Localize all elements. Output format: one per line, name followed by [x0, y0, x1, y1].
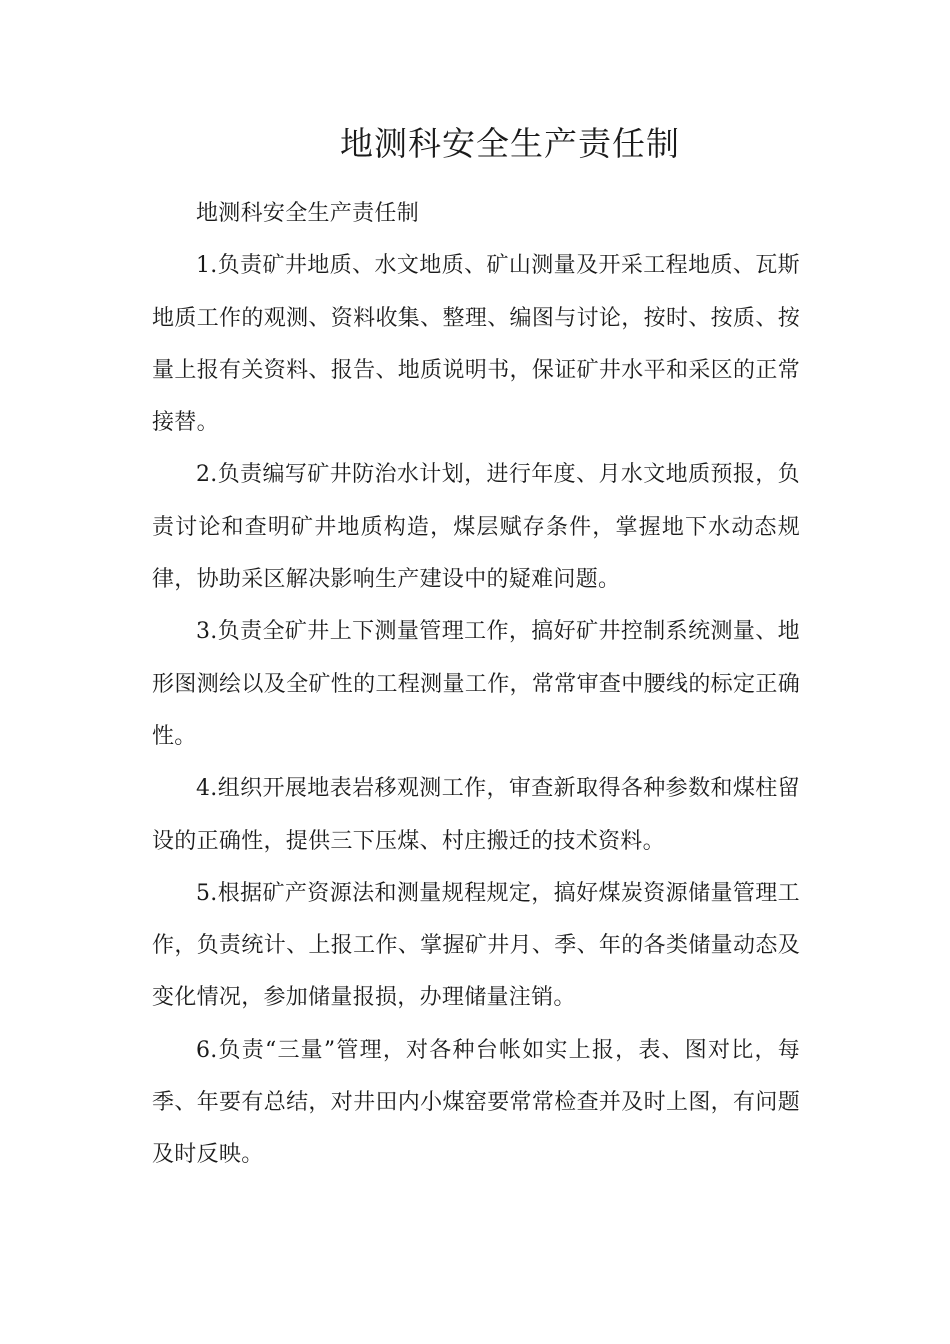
paragraph-subtitle: 地测科安全生产责任制: [196, 201, 420, 226]
paragraph-item-3: 3.负责全矿井上下测量管理工作，搞好矿井控制系统测量、地形图测绘以及全矿性的工程测量工作，常常审查中腰线的标定正确性。: [152, 619, 800, 749]
paragraph-item-2: 2.负责编写矿井防治水计划，进行年度、月水文地质预报，负责讨论和查明矿井地质构造，煤层赋存条件，掌握地下水动态规律，协助采区解决影响生产建设中的疑难问题。: [152, 462, 800, 593]
document-title: 地测科安全生产责任制: [340, 124, 680, 163]
paragraph-item-1: 1.负责矿井地质、水文地质、矿山测量及开采工程地质、瓦斯地质工作的观测、资料收集、整理、编图与讨论，按时、按质、按量上报有关资料、报告、地质说明书，保证矿井水平和采区的正常接替。: [152, 253, 800, 436]
paragraph-item-5: 5.根据矿产资源法和测量规程规定，搞好煤炭资源储量管理工作，负责统计、上报工作、掌握矿井月、季、年的各类储量动态及变化情况，参加储量报损，办理储量注销。: [152, 880, 800, 1011]
document-body: [152, 188, 800, 1182]
paragraph-item-6: 6.负责“三量”管理，对各种台帐如实上报，表、图对比，每季、年要有总结，对井田内小煤窑要常常检查并及时上图，有问题及时反映。: [152, 1037, 800, 1168]
paragraph-item-4: 4.组织开展地表岩移观测工作，审查新取得各种参数和煤柱留设的正确性，提供三下压煤、村庄搬迁的技术资料。: [152, 776, 800, 854]
